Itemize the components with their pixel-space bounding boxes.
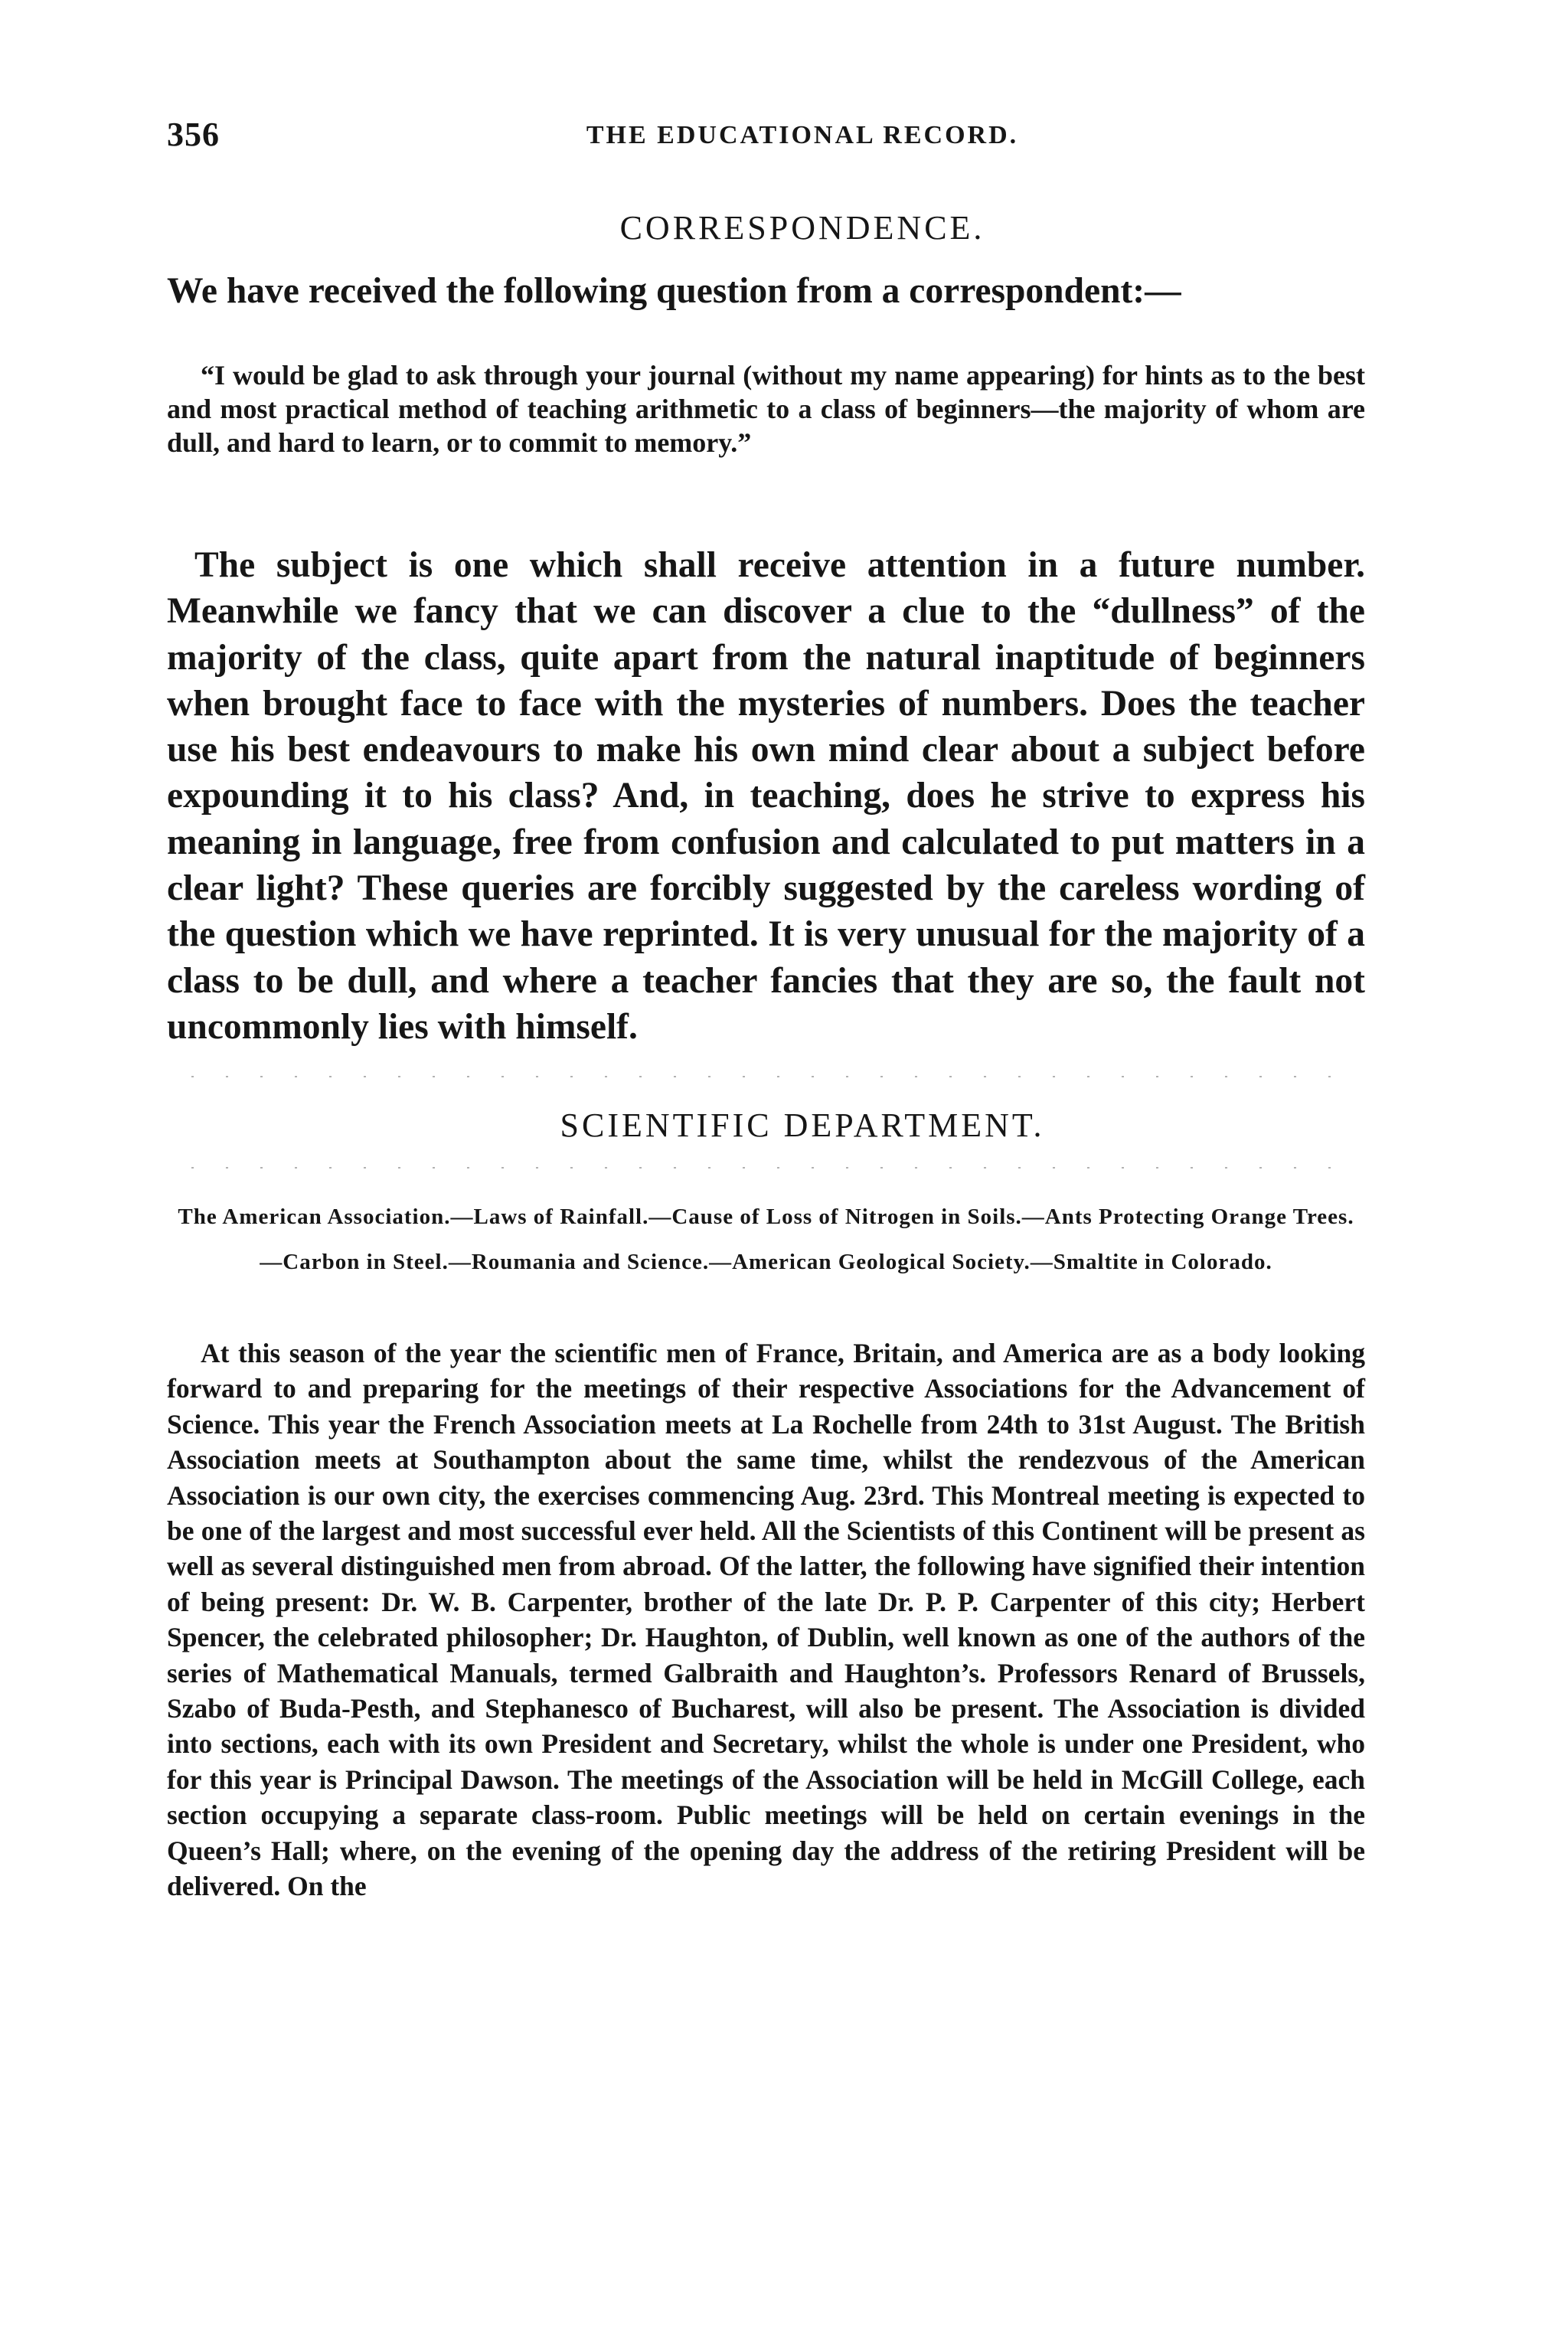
reader-question-quote: “I would be glad to ask through your journal (without my name appearing) for hints as to the best and most practical method of teaching arithmetic to a class of beginners—the majority of whom are dull, and hard to learn, or to commit to memory.” [167, 360, 1365, 458]
print-noise-divider [191, 1076, 1340, 1077]
american-association-paragraph: At this season of the year the scientific men of France, Britain, and America are as a body looking forward to and preparing for the meetings of their respective Associations for the Advancement of Science. This year the French Association meets at La Rochelle from 24th to 31st August. The British Association meets at Southampton about the same time, whilst the rendezvous of the American Association is our own city, the exercises commencing Aug. 23rd. This Montreal meeting is expected to be one of the largest and most successful ever held. All the Scientists of this Continent will be present as well as several distinguished men from abroad. Of the latter, the following have signified their intention of being present: Dr. W. B. Carpenter, brother of the late Dr. P. P. Carpenter of this city; Herbert Spencer, the celebrated philosopher; Dr. Haughton, of Dublin, well known as one of the authors of the series of Mathematical Manuals, termed Galbraith and Haughton’s. Professors Renard of Brussels, Szabo of Buda-Pesth, and Stephanesco of Bucharest, will also be present. The Association is divided into sections, each with its own President and Secretary, whilst the whole is under one President, who for this year is Principal Dawson. The meetings of the Association will be held in McGill College, each section occupying a separate class-room. Public meetings will be held on certain evenings in the Queen’s Hall; where, on the evening of the opening day the address of the retiring President will be delivered. On the [167, 1338, 1365, 1902]
running-head: THE EDUCATIONAL RECORD. [586, 121, 1019, 149]
scientific-topic-summary: The American Association.—Laws of Rainfall.—Cause of Loss of Nitrogen in Soils.—Ants Protecting Orange Trees.—Carbon in Steel.—Roumania and Science.—American Geological Society.—Smaltite in Colorado. [178, 1205, 1354, 1274]
correspondence-intro-paragraph: We have received the following question from a correspondent:— [167, 271, 1181, 311]
page-header [167, 115, 1438, 161]
editorial-response-paragraph: The subject is one which shall receive attention in a future number. Meanwhile we fancy that we can discover a clue to the “dullness” of the majority of the class, quite apart from the natural inaptitude of beginners when brought face to face with the mysteries of numbers. Does the teacher use his best endeavours to make his own mind clear about a subject before expounding it to his class? And, in teaching, does he strive to express his meaning in language, free from confusion and calculated to put matters in a clear light? These queries are forcibly suggested by the careless wording of the question which we have reprinted. It is very unusual for the majority of a class to be dull, and where a teacher fancies that they are so, the fault not uncommonly lies with himself. [167, 545, 1365, 1047]
page-number: 356 [167, 116, 220, 153]
correspondence-heading: CORRESPONDENCE. [619, 209, 985, 247]
print-noise-divider [191, 1167, 1340, 1169]
scientific-department-heading: SCIENTIFIC DEPARTMENT. [560, 1106, 1045, 1144]
